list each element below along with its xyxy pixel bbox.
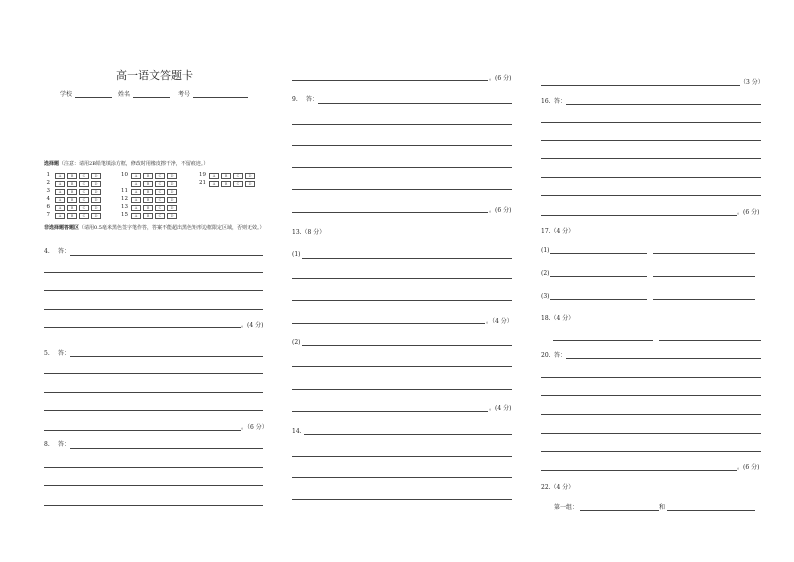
question-number: 7 (46, 212, 50, 218)
q20-answer-label: 答： (554, 352, 567, 359)
q4-line[interactable] (70, 255, 263, 256)
option-bubble-d[interactable]: D (91, 205, 101, 211)
question-number: 3 (46, 188, 50, 194)
nonchoice-section-title (44, 224, 264, 232)
option-bubble-b[interactable]: B (143, 181, 153, 187)
q9-line[interactable] (292, 212, 488, 213)
choice-note: （注意：请用2B铅笔填涂方框，修改时用橡皮擦干净，不留痕迹。） (59, 161, 209, 167)
q22-group1-line[interactable] (667, 510, 755, 511)
q18-line[interactable] (659, 340, 761, 341)
q17-sub2-line[interactable] (653, 276, 755, 277)
option-bubble-a[interactable]: A (55, 205, 65, 211)
option-bubble-c[interactable]: C (155, 205, 165, 211)
question-number: 19 (199, 172, 206, 178)
option-bubble-b[interactable]: B (67, 205, 77, 211)
q9-score: 。(6 分) (489, 207, 512, 214)
q13-sub1-score: 。（4 分） (486, 318, 513, 325)
q17-sub1-line[interactable] (653, 253, 755, 254)
option-bubble-d[interactable]: D (245, 173, 255, 179)
q13-sub1-label: (1) (292, 251, 301, 258)
q5-label: 5. (44, 350, 50, 357)
q4-line[interactable] (44, 290, 263, 291)
q20-line[interactable] (541, 414, 761, 415)
option-bubble-d[interactable]: D (91, 197, 101, 203)
option-bubble-c[interactable]: C (155, 197, 165, 203)
q13-sub1-line[interactable] (292, 323, 485, 324)
q13-sub2-label: (2) (292, 339, 301, 346)
q9-line[interactable] (292, 124, 512, 125)
q17-label: 17.（4 分） (541, 228, 575, 235)
q14-line[interactable] (292, 499, 512, 500)
option-bubble-c[interactable]: C (155, 189, 165, 195)
q8-answer-label: 答： (58, 441, 71, 448)
question-number: 1 (46, 172, 50, 178)
option-bubble-b[interactable]: B (67, 173, 77, 179)
q16-line[interactable] (541, 215, 737, 216)
q20-line[interactable] (541, 433, 761, 434)
q9-line[interactable] (292, 145, 512, 146)
q16-line[interactable] (541, 177, 761, 178)
name-field[interactable] (133, 97, 170, 98)
q5-line[interactable] (70, 356, 263, 357)
question-number: 10 (121, 172, 128, 178)
option-bubble-c[interactable]: C (233, 173, 243, 179)
option-bubble-c[interactable]: C (155, 181, 165, 187)
q16-line[interactable] (541, 158, 761, 159)
option-bubble-d[interactable]: D (91, 189, 101, 195)
option-bubble-a[interactable]: A (131, 213, 141, 219)
option-bubble-b[interactable]: B (67, 197, 77, 203)
q13-sub1-line[interactable] (302, 258, 512, 259)
choice-section-title (44, 160, 208, 168)
option-bubble-a[interactable]: A (55, 181, 65, 187)
school-label: 学校 (60, 91, 73, 98)
option-bubble-b[interactable]: B (67, 213, 77, 219)
option-bubble-c[interactable]: C (79, 213, 89, 219)
option-bubble-d[interactable]: D (167, 173, 177, 179)
q14-line[interactable] (292, 456, 512, 457)
q22-group1-label: 第一组： (554, 504, 579, 511)
option-bubble-c[interactable]: C (155, 213, 165, 219)
q8-line[interactable] (70, 448, 263, 449)
id-field[interactable] (193, 97, 248, 98)
question-number: 12 (121, 196, 128, 202)
q4-answer-label: 答： (58, 248, 71, 255)
q4-line[interactable] (44, 309, 263, 310)
q17-sub2-label: (2) (541, 270, 550, 277)
option-bubble-a[interactable]: A (131, 181, 141, 187)
q16-line[interactable] (566, 104, 761, 105)
option-bubble-a[interactable]: A (55, 173, 65, 179)
question-number: 15 (121, 212, 128, 218)
q17-sub1-line[interactable] (550, 253, 647, 254)
option-bubble-d[interactable]: D (167, 213, 177, 219)
q18-line[interactable] (553, 340, 653, 341)
q8-line[interactable] (44, 485, 263, 486)
q16-line[interactable] (541, 195, 761, 196)
option-bubble-d[interactable]: D (167, 189, 177, 195)
q8-line[interactable] (44, 505, 263, 506)
option-bubble-c[interactable]: C (155, 173, 165, 179)
option-bubble-b[interactable]: B (221, 173, 231, 179)
q20-score: 。(6 分) (737, 464, 760, 471)
option-bubble-a[interactable]: A (55, 197, 65, 203)
option-bubble-b[interactable]: B (143, 213, 153, 219)
question-number: 2 (46, 180, 50, 186)
option-bubble-b[interactable]: B (67, 189, 77, 195)
option-bubble-c[interactable]: C (79, 173, 89, 179)
q5-answer-label: 答： (58, 350, 71, 357)
question-number: 13 (121, 204, 128, 210)
option-bubble-c[interactable]: C (79, 189, 89, 195)
q18-label: 18.（4 分） (541, 315, 575, 322)
q5-line[interactable] (44, 430, 241, 431)
q17-sub1-label: (1) (541, 247, 550, 254)
q16-label: 16. (541, 98, 551, 105)
q4-label: 4. (44, 248, 50, 255)
option-bubble-b[interactable]: B (221, 181, 231, 187)
q9-line[interactable] (292, 189, 512, 190)
q22-and-label: 和 (659, 504, 666, 511)
q17-sub3-label: (3) (541, 293, 550, 300)
q13-label: 13.（8 分） (292, 229, 326, 236)
q20-line[interactable] (541, 377, 761, 378)
q13-sub1-line[interactable] (292, 278, 512, 279)
q20-line[interactable] (541, 470, 737, 471)
q16-score: 。(6 分) (737, 209, 760, 216)
option-bubble-a[interactable]: A (131, 173, 141, 179)
nonchoice-note: （请用0.5毫米黑色签字笔作答，答案不能超出黑色矩形边框限定区域，否则无效。） (79, 225, 265, 231)
question-number: 6 (46, 204, 50, 210)
q17-sub2-line[interactable] (550, 276, 647, 277)
q14-line[interactable] (304, 434, 512, 435)
option-bubble-c[interactable]: C (79, 181, 89, 187)
option-bubble-c[interactable]: C (233, 181, 243, 187)
option-bubble-a[interactable]: A (131, 205, 141, 211)
q13-sub2-line[interactable] (292, 411, 488, 412)
q13-sub2-score: 。(4 分) (489, 405, 512, 412)
option-bubble-b[interactable]: B (143, 197, 153, 203)
option-bubble-a[interactable]: A (55, 189, 65, 195)
q4-score: 。(4 分) (241, 322, 264, 329)
question-number: 11 (121, 188, 128, 194)
q13-sub2-line[interactable] (302, 345, 512, 346)
id-label: 考号 (178, 91, 191, 98)
q8-line[interactable] (44, 467, 263, 468)
q13-sub2-line[interactable] (292, 366, 512, 367)
q5-line[interactable] (44, 392, 263, 393)
school-field[interactable] (75, 97, 112, 98)
nonchoice-title: 非选择题答题区 (44, 225, 80, 231)
q5-score: 。（6 分） (241, 424, 268, 431)
q20-label: 20. (541, 352, 551, 359)
q8-label: 8. (44, 441, 50, 448)
option-bubble-a[interactable]: A (209, 173, 219, 179)
q17-sub3-line[interactable] (653, 299, 755, 300)
q9-line[interactable] (318, 103, 512, 104)
q22-label: 22.（4 分） (541, 484, 575, 491)
question-number: 21 (199, 180, 206, 186)
q14-line[interactable] (292, 477, 512, 478)
q13-sub1-line[interactable] (292, 300, 512, 301)
option-bubble-d[interactable]: D (245, 181, 255, 187)
q5-line[interactable] (44, 410, 263, 411)
q16-answer-label: 答： (554, 98, 567, 105)
option-bubble-a[interactable]: A (209, 181, 219, 187)
q14-label: 14. (292, 428, 302, 435)
option-bubble-c[interactable]: C (79, 205, 89, 211)
option-bubble-a[interactable]: A (55, 213, 65, 219)
page-title: 高一语文答题卡 (116, 69, 193, 82)
q22-group1-line[interactable] (580, 510, 659, 511)
q13-sub2-line[interactable] (292, 389, 512, 390)
q16-line[interactable] (541, 140, 761, 141)
option-bubble-a[interactable]: A (131, 197, 141, 203)
q4-line[interactable] (44, 272, 263, 273)
q5-line[interactable] (44, 373, 263, 374)
option-bubble-b[interactable]: B (143, 205, 153, 211)
q14-score: （3 分） (740, 79, 764, 86)
option-bubble-d[interactable]: D (91, 173, 101, 179)
option-bubble-d[interactable]: D (167, 205, 177, 211)
option-bubble-b[interactable]: B (143, 189, 153, 195)
q20-line[interactable] (541, 451, 761, 452)
choice-title: 选择题 (44, 161, 60, 167)
q8-cont-line[interactable] (292, 80, 488, 81)
q9-label: 9. (292, 96, 298, 103)
q20-line[interactable] (541, 395, 761, 396)
option-bubble-d[interactable]: D (167, 181, 177, 187)
option-bubble-c[interactable]: C (79, 197, 89, 203)
option-bubble-a[interactable]: A (131, 189, 141, 195)
option-bubble-d[interactable]: D (167, 197, 177, 203)
q8-score: 。(6 分) (489, 75, 512, 82)
name-label: 姓名 (118, 91, 131, 98)
q9-answer-label: 答： (306, 96, 319, 103)
q17-sub3-line[interactable] (550, 299, 647, 300)
q9-line[interactable] (292, 167, 512, 168)
q4-line[interactable] (44, 327, 241, 328)
option-bubble-b[interactable]: B (143, 173, 153, 179)
q20-line[interactable] (566, 358, 761, 359)
option-bubble-d[interactable]: D (91, 213, 101, 219)
question-number: 4 (46, 196, 50, 202)
q14-cont-line[interactable] (541, 85, 740, 86)
option-bubble-b[interactable]: B (67, 181, 77, 187)
option-bubble-d[interactable]: D (91, 181, 101, 187)
q16-line[interactable] (541, 122, 761, 123)
